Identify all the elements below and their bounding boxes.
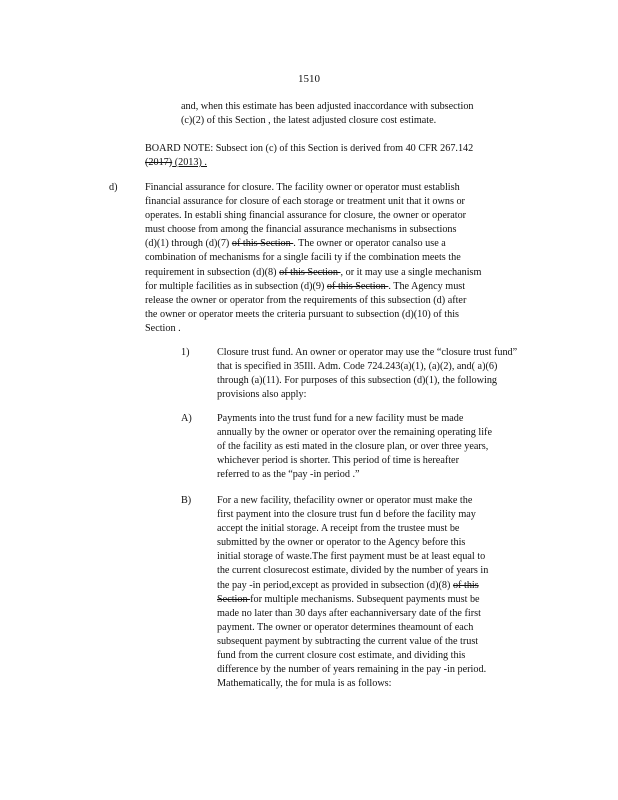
item-1-line: that is specified in 35Ill. Adm. Code 724.243(a)(1), (a)(2), and( a)(6) [217,361,498,373]
item-b-line: accept the initial storage. A receipt from the trustee must be [217,523,460,535]
section-d-line: operates. In establi shing financial assurance for closure, the owner or operator [145,210,467,222]
section-d-text: for multiple facilities as in subsection (d)(9) [145,280,327,292]
section-d-line: Financial assurance for closure. The facility owner or operator must establish [145,182,460,193]
item-b-line: fund from the current closure cost estimate, and dividing this [217,650,466,662]
section-d-text: . The owner or operator canalso use a [293,238,446,250]
deleted-text: Section [217,593,251,605]
section-d-line: financial assurance for closure of each storage or treatment unit that it owns or [145,196,465,208]
section-d-line [145,237,525,251]
deleted-text: of this Section [231,238,294,250]
section-d-paragraph [145,181,525,336]
item-b-text: the pay -in period,except as provided in subsection (d)(8) [217,579,453,591]
board-note [145,142,525,170]
item-1-line: through (a)(11). For purposes of this subsection (d)(1), the following [217,375,498,387]
continuation-line-1: and, when this estimate has been adjusted inaccordance with subsection [181,101,474,112]
section-d-line: the owner or operator meets the criteria pursuant to subsection (d)(10) of this [145,308,460,320]
item-1-label: 1) [181,347,190,358]
section-d-text: , or it may use a single mechanism [340,266,482,278]
continuation-line-2: (c)(2) of this Section , the latest adjusted closure cost estimate. [181,115,437,127]
deleted-text: of this Section [326,280,389,292]
board-note-inserted-year: (2013) . [172,157,207,169]
item-b-line: subsequent payment by subtracting the current value of the trust [217,635,479,647]
section-d-text: (d)(1) through (d)(7) [145,238,232,250]
section-d-label: d) [109,182,118,193]
item-a-label: A) [181,413,192,424]
section-d-text: requirement in subsection (d)(8) [145,266,280,278]
item-1-line: Closure trust fund. An owner or operator may use the “closure trust fund” [217,347,518,358]
item-b-line: For a new facility, thefacility owner or operator must make the [217,495,473,506]
item-b-line: initial storage of waste.The first payment must be at least equal to [217,551,486,563]
item-a-line: Payments into the trust fund for a new facility must be made [217,413,464,424]
item-1-paragraph [217,346,542,402]
item-a-line: whichever period is shorter. This period of time is hereafter [217,455,459,467]
item-b-paragraph [217,494,542,691]
item-b-line [217,579,542,593]
item-1-line: provisions also apply: [217,389,307,401]
section-d-line: combination of mechanisms for a single facili ty if the combination meets the [145,252,461,264]
item-b-line: first payment into the closure trust fun d before the facility may [217,509,476,521]
item-b-line: Mathematically, the for mula is as follows: [217,678,392,690]
item-b-line: difference by the number of years remaining in the pay -in period. [217,664,487,676]
item-b-line [217,593,542,607]
item-b-text: for multiple mechanisms. Subsequent payments must be [250,593,480,605]
section-d-line [145,280,525,294]
item-b-line: made no later than 30 days after eachanniversary date of the first [217,607,481,619]
board-note-line-2 [145,156,525,170]
section-d-line: release the owner or operator from the requirements of this subsection (d) after [145,294,467,306]
section-d-line [145,266,525,280]
section-d-line: must choose from among the financial assurance mechanisms in subsections [145,224,457,236]
section-d-text: . The Agency must [388,280,466,292]
item-a-line: referred to as the “pay -in period .” [217,469,360,481]
item-b-line: submitted by the owner or operator to the Agency before this [217,537,466,549]
page-number: 1510 [298,73,320,85]
item-b-line: payment. The owner or operator determines theamount of each [217,621,474,633]
item-b-label: B) [181,495,192,506]
deleted-text: of this Section [279,266,341,278]
item-a-line: annually by the owner or operator over the remaining operating life [217,427,492,439]
item-b-line: the current closurecost estimate, divided by the number of years in [217,565,489,577]
board-note-line-1: BOARD NOTE: Subsect ion (c) of this Section is derived from 40 CFR 267.142 [145,143,474,154]
item-a-paragraph [217,412,542,482]
board-note-deleted-year: (2017) [145,157,173,169]
deleted-text: of this [452,579,479,591]
continuation-paragraph [181,100,521,128]
section-d-line: Section . [145,322,181,334]
item-a-line: of the facility as esti mated in the closure plan, or over three years, [217,441,489,453]
